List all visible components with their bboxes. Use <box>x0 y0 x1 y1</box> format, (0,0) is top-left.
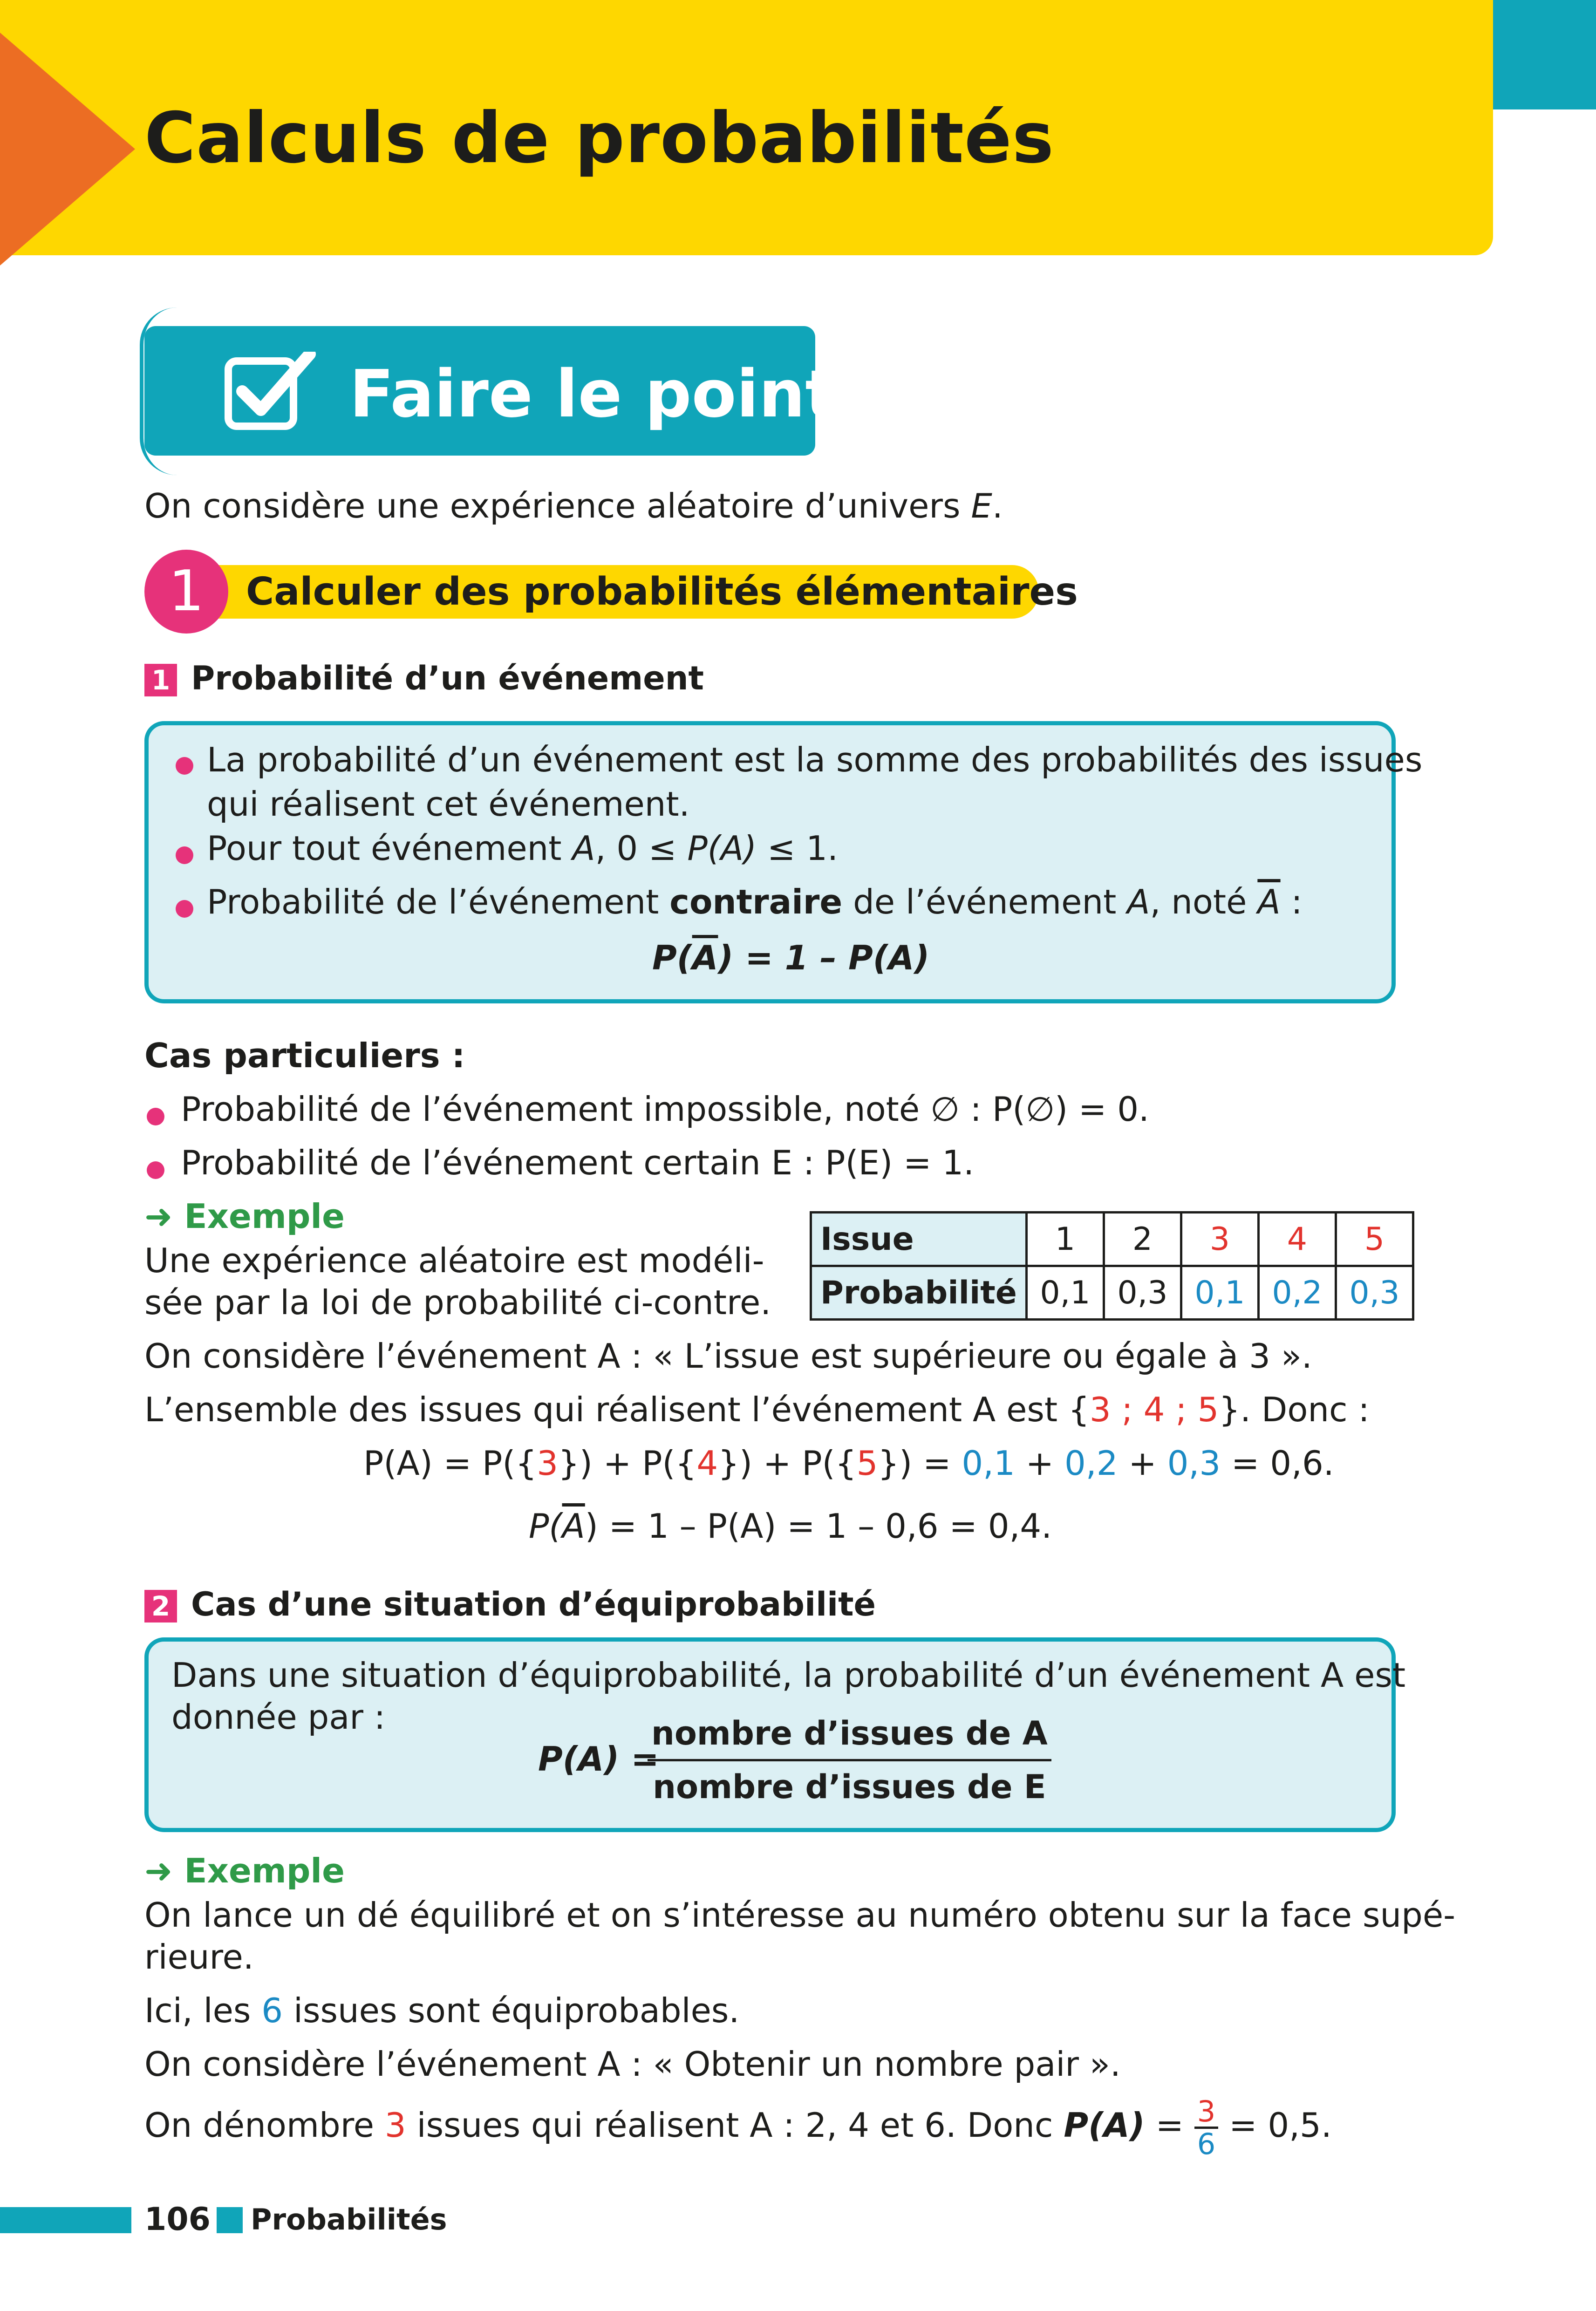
definition-line: Dans une situation d’équiprobabilité, la probabilité d’un événement A est <box>171 1656 1406 1695</box>
table-cell: 0,3 <box>1336 1266 1413 1320</box>
special-cases-title: Cas particuliers : <box>144 1036 465 1075</box>
table-header-cell: Issue <box>811 1213 1027 1266</box>
definition-line: qui réalisent cet événement. <box>207 784 690 824</box>
subsection-title: Cas d’une situation d’équiprobabilité <box>191 1585 876 1623</box>
example-line: On lance un dé équilibré et on s’intéresse au numéro obtenu sur la face supé- <box>144 1895 1456 1935</box>
table-cell: 0,3 <box>1104 1266 1181 1320</box>
example-line: sée par la loi de probabilité ci-contre. <box>144 1283 771 1322</box>
banner-label: Faire le point <box>349 356 837 432</box>
intro-text: On considère une expérience aléatoire d’univers E. <box>144 486 1003 525</box>
complement-formula: $P(\overline{A}) = 1 - P(A)$ <box>652 938 930 977</box>
table-cell: 0,2 <box>1258 1266 1336 1320</box>
example-line: Une expérience aléatoire est modéli- <box>144 1241 764 1280</box>
page-number: 106 <box>144 2201 211 2238</box>
bullet <box>147 1108 164 1125</box>
definition-line: Probabilité de l’événement contraire de l’événement A, noté $\overline{A}$ : <box>207 882 1303 921</box>
fraction-numerator: nombre d’issues de A <box>648 1714 1051 1761</box>
example-equation: P(A) = P({3}) + P({4}) + P({5}) = 0,1 + 0,2 + 0,3 = 0,6. <box>363 1444 1334 1483</box>
example-line: On dénombre 3 issues qui réalisent A : 2, 4 et 6. Donc P(A) = $\frac{3}{6}$ = 0,5. <box>144 2094 1332 2161</box>
table-cell: 2 <box>1104 1213 1181 1266</box>
probability-table <box>810 1211 1414 1321</box>
example-line: L’ensemble des issues qui réalisent l’événement A est {3 ; 4 ; 5}. Donc : <box>144 1390 1370 1429</box>
footer-bar <box>0 2207 131 2233</box>
definition-line: La probabilité d’un événement est la somme des probabilités des issues <box>207 740 1423 779</box>
table-cell: 5 <box>1336 1213 1413 1266</box>
definition-line: donnée par : <box>171 1697 386 1737</box>
example-label: ➜ Exemple <box>144 1851 345 1890</box>
example-label: ➜ Exemple <box>144 1197 345 1236</box>
table-header-cell: Probabilité <box>811 1266 1027 1320</box>
checkbox-icon <box>224 352 317 431</box>
special-case-line: Probabilité de l’événement certain E : P(E) = 1. <box>181 1143 975 1182</box>
table-cell: 1 <box>1026 1213 1104 1266</box>
bullet <box>147 1161 164 1179</box>
subsection-number: 2 <box>144 1590 177 1622</box>
example-line: Ici, les 6 issues sont équiprobables. <box>144 1991 740 2030</box>
footer-square-marker <box>217 2207 243 2233</box>
subsection-title: Probabilité d’un événement <box>191 659 704 697</box>
table-cell: 4 <box>1258 1213 1336 1266</box>
bullet <box>176 900 193 918</box>
result-fraction: $\frac{3}{6}$ <box>1194 2096 1218 2159</box>
chapter-name: Probabilités <box>251 2202 447 2236</box>
example-line: rieure. <box>144 1937 254 1977</box>
table-cell: 3 <box>1181 1213 1258 1266</box>
example-equation: $P(\overline{A}) = 1 - P(A) = 1 - 0,6 = 0,4$. <box>529 1507 1052 1546</box>
corner-tab <box>1493 0 1596 109</box>
equiprobability-formula-lhs: P(A) = <box>538 1739 659 1779</box>
table-cell: 0,1 <box>1026 1266 1104 1320</box>
table-cell: 0,1 <box>1181 1266 1258 1320</box>
section-title: Calculer des probabilités élémentaires <box>246 570 1078 614</box>
definition-line: Pour tout événement A, 0 ≤ P(A) ≤ 1. <box>207 829 838 868</box>
page-title: Calculs de probabilités <box>144 98 1055 179</box>
special-case-line: Probabilité de l’événement impossible, noté ∅ : P(∅) = 0. <box>181 1090 1149 1129</box>
fraction-denominator: nombre d’issues de E <box>653 1768 1046 1806</box>
bullet <box>176 757 193 775</box>
bullet <box>176 846 193 864</box>
subsection-number: 1 <box>144 664 177 696</box>
equiprobability-formula-fraction <box>648 1714 1051 1806</box>
table-row <box>811 1266 1413 1320</box>
example-line: On considère l’événement A : « Obtenir un nombre pair ». <box>144 2045 1121 2084</box>
table-row <box>811 1213 1413 1266</box>
example-line: On considère l’événement A : « L’issue est supérieure ou égale à 3 ». <box>144 1336 1312 1376</box>
section-number: 1 <box>168 559 205 624</box>
